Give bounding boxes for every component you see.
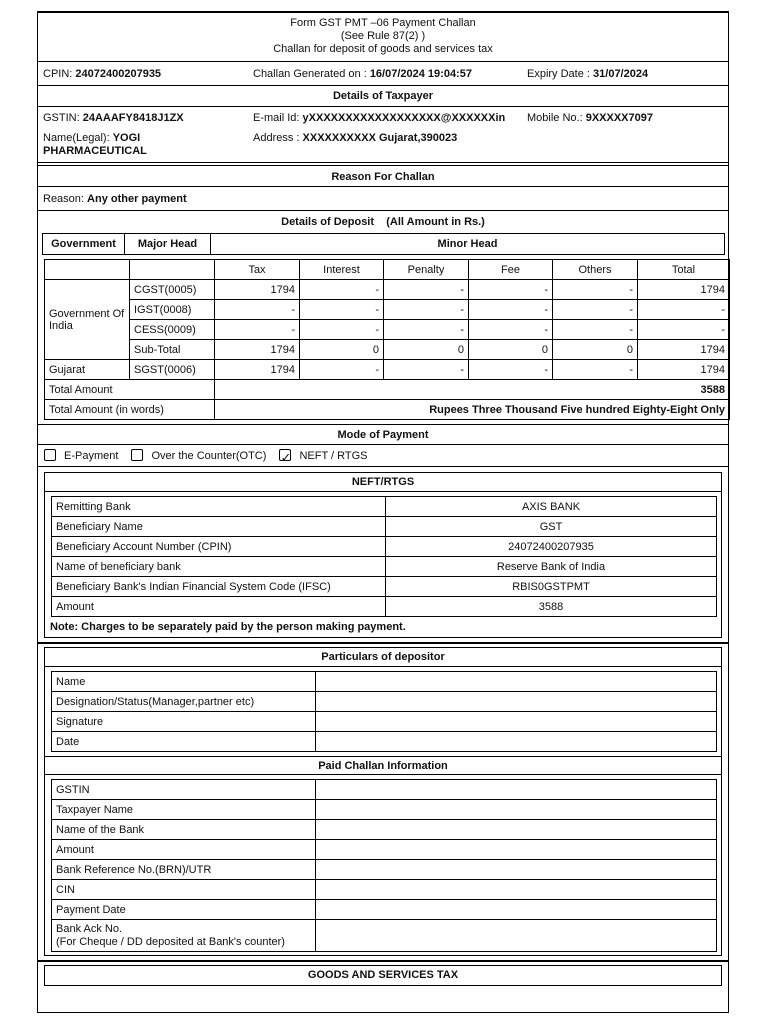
paid-table	[51, 779, 717, 952]
paid-section-title: Paid Challan Information	[45, 756, 721, 775]
neft-value-cell: GST	[386, 517, 717, 537]
amount-cell: 1794	[638, 360, 730, 380]
table-row	[52, 557, 717, 577]
amount-cell: -	[300, 320, 384, 340]
amount-cell: -	[638, 300, 730, 320]
depositor-table	[51, 671, 717, 752]
reason-section-title: Reason For Challan	[38, 165, 728, 187]
amount-cell: -	[384, 300, 469, 320]
col-interest: Interest	[300, 260, 384, 280]
paid-label-cell: Payment Date	[52, 900, 316, 920]
table-row	[52, 880, 717, 900]
words-value: Rupees Three Thousand Five hundred Eighty-Eight Only	[215, 400, 730, 420]
neft-value-cell: Reserve Bank of India	[386, 557, 717, 577]
neft-label-cell: Beneficiary Bank's Indian Financial System Code (IFSC)	[52, 577, 386, 597]
neft-section	[44, 472, 722, 638]
paid-input-cell[interactable]	[316, 880, 717, 900]
email-label: E-mail Id:	[253, 112, 300, 124]
head-major: Major Head	[125, 234, 211, 255]
amount-cell: -	[300, 300, 384, 320]
table-row	[52, 800, 717, 820]
table-row	[52, 537, 717, 557]
paid-input-cell[interactable]	[316, 900, 717, 920]
col-others: Others	[553, 260, 638, 280]
amount-cell: -	[300, 280, 384, 300]
table-row	[52, 672, 717, 692]
col-penalty: Penalty	[384, 260, 469, 280]
mobile-label: Mobile No.:	[527, 112, 583, 124]
neft-value-cell: RBIS0GSTPMT	[386, 577, 717, 597]
paid-label-cell: Amount	[52, 840, 316, 860]
neft-label-cell: Beneficiary Account Number (CPIN)	[52, 537, 386, 557]
col-fee: Fee	[469, 260, 553, 280]
depositor-input-cell[interactable]	[316, 732, 717, 752]
amount-cell: -	[469, 300, 553, 320]
neft-value-cell: 3588	[386, 597, 717, 617]
gov-india-cell: Government Of India	[45, 280, 130, 360]
amount-cell: -	[553, 360, 638, 380]
epayment-label: E-Payment	[64, 450, 119, 462]
depositor-input-cell[interactable]	[316, 712, 717, 732]
mode-section-title: Mode of Payment	[38, 425, 728, 445]
table-row	[52, 860, 717, 880]
email-value: yXXXXXXXXXXXXXXXXXX@XXXXXXin	[302, 112, 506, 124]
expiry-value: 31/07/2024	[593, 67, 649, 80]
taxpayer-details	[38, 107, 728, 163]
bank-ack-label-cell	[52, 920, 316, 952]
total-label: Total Amount	[45, 380, 215, 400]
words-row	[45, 400, 730, 420]
mobile-value: 9XXXXX7097	[585, 112, 653, 124]
paid-input-cell[interactable]	[316, 800, 717, 820]
major-head-cell: CGST(0005)	[130, 280, 215, 300]
table-row	[52, 820, 717, 840]
depositor-section	[44, 647, 722, 956]
head-minor: Minor Head	[211, 234, 725, 255]
table-row	[52, 712, 717, 732]
paid-label-cell: Name of the Bank	[52, 820, 316, 840]
otc-checkbox[interactable]	[131, 449, 143, 461]
gstin-label: GSTIN:	[43, 112, 80, 124]
paid-input-cell[interactable]	[316, 920, 717, 952]
amount-cell: -	[215, 320, 300, 340]
table-row	[45, 320, 730, 340]
paid-input-cell[interactable]	[316, 840, 717, 860]
neft-checkbox[interactable]	[279, 449, 291, 461]
neft-note: Note: Charges to be separately paid by the person making payment.	[50, 621, 406, 633]
table-row	[45, 280, 730, 300]
generated-value: 16/07/2024 19:04:57	[369, 67, 472, 80]
cpin-row	[38, 62, 728, 86]
table-row	[52, 517, 717, 537]
payment-mode-options	[38, 445, 728, 467]
expiry-label: Expiry Date :	[527, 67, 590, 80]
neft-label-cell: Beneficiary Name	[52, 517, 386, 537]
bank-ack-line1: Bank Ack No.	[56, 922, 123, 935]
form-rule: (See Rule 87(2) )	[340, 30, 426, 42]
neft-table	[51, 496, 717, 617]
depositor-label-cell: Name	[52, 672, 316, 692]
total-row	[45, 380, 730, 400]
amount-cell: 1794	[638, 280, 730, 300]
form-subtitle: Challan for deposit of goods and services tax	[273, 43, 493, 55]
name-value-line2: PHARMACEUTICAL	[43, 145, 147, 157]
table-row	[52, 920, 717, 952]
deposit-note: (All Amount in Rs.)	[386, 216, 485, 228]
paid-label-cell: GSTIN	[52, 780, 316, 800]
table-row	[52, 900, 717, 920]
amount-cell: 0	[469, 340, 553, 360]
form-title: Form GST PMT –06 Payment Challan	[290, 17, 476, 29]
table-row	[45, 300, 730, 320]
words-label: Total Amount (in words)	[45, 400, 215, 420]
neft-value-cell: AXIS BANK	[386, 497, 717, 517]
depositor-label-cell: Signature	[52, 712, 316, 732]
neft-label-cell: Amount	[52, 597, 386, 617]
major-head-cell: Sub-Total	[130, 340, 215, 360]
generated-label: Challan Generated on :	[253, 67, 367, 80]
neft-label-cell: Remitting Bank	[52, 497, 386, 517]
table-row	[52, 497, 717, 517]
taxpayer-section-title: Details of Taxpayer	[38, 86, 728, 107]
amount-cell: -	[553, 280, 638, 300]
table-row	[45, 340, 730, 360]
amount-cell: -	[384, 320, 469, 340]
cpin-value: 24072400207935	[75, 67, 162, 80]
table-row	[52, 840, 717, 860]
form-header	[38, 13, 728, 62]
table-row	[52, 577, 717, 597]
footer-title: GOODS AND SERVICES TAX	[44, 965, 722, 986]
reason-label: Reason:	[43, 192, 84, 205]
neft-section-title: NEFT/RTGS	[45, 473, 721, 492]
deposit-title: Details of Deposit	[281, 216, 375, 228]
amount-cell: 0	[553, 340, 638, 360]
name-label: Name(Legal):	[43, 132, 110, 144]
depositor-input-cell[interactable]	[316, 672, 717, 692]
deposit-head-table	[42, 233, 725, 255]
amount-cell: -	[553, 320, 638, 340]
table-row	[52, 597, 717, 617]
amount-cell: 1794	[215, 360, 300, 380]
amount-cell: 1794	[638, 340, 730, 360]
depositor-section-title: Particulars of depositor	[45, 648, 721, 667]
table-row	[45, 360, 730, 380]
amount-cell: -	[638, 320, 730, 340]
neft-label: NEFT / RTGS	[299, 450, 368, 462]
amount-cell: -	[384, 280, 469, 300]
amount-cell: 1794	[215, 340, 300, 360]
depositor-label-cell: Date	[52, 732, 316, 752]
deposit-table	[44, 259, 730, 420]
amount-cell: -	[469, 360, 553, 380]
challan-page	[37, 11, 729, 1013]
reason-value: Any other payment	[87, 192, 187, 205]
table-row	[52, 692, 717, 712]
depositor-input-cell[interactable]	[316, 692, 717, 712]
paid-label-cell: Bank Reference No.(BRN)/UTR	[52, 860, 316, 880]
paid-label-cell: CIN	[52, 880, 316, 900]
amount-cell: -	[469, 280, 553, 300]
depositor-label-cell: Designation/Status(Manager,partner etc)	[52, 692, 316, 712]
otc-label: Over the Counter(OTC)	[151, 450, 267, 462]
deposit-section-title	[38, 211, 728, 233]
address-label: Address :	[253, 132, 300, 144]
amount-cell: 0	[384, 340, 469, 360]
col-tax: Tax	[215, 260, 300, 280]
epayment-checkbox[interactable]	[44, 449, 56, 461]
col-total: Total	[638, 260, 730, 280]
major-head-cell: IGST(0008)	[130, 300, 215, 320]
major-head-cell: CESS(0009)	[130, 320, 215, 340]
neft-value-cell: 24072400207935	[386, 537, 717, 557]
table-row	[52, 732, 717, 752]
paid-input-cell[interactable]	[316, 820, 717, 840]
amount-cell: -	[215, 300, 300, 320]
cpin-label: CPIN:	[43, 67, 73, 80]
neft-label-cell: Name of beneficiary bank	[52, 557, 386, 577]
paid-input-cell[interactable]	[316, 780, 717, 800]
paid-input-cell[interactable]	[316, 860, 717, 880]
reason-row	[38, 187, 728, 211]
amount-cell: -	[300, 360, 384, 380]
amount-cell: 1794	[215, 280, 300, 300]
name-value-line1: YOGI	[112, 132, 141, 144]
head-government: Government	[43, 234, 125, 255]
amount-cell: -	[469, 320, 553, 340]
paid-label-cell: Taxpayer Name	[52, 800, 316, 820]
gov-gujarat-cell: Gujarat	[45, 360, 130, 380]
amount-cell: 0	[300, 340, 384, 360]
amount-cell: -	[553, 300, 638, 320]
amount-cell: -	[384, 360, 469, 380]
bank-ack-line2: (For Cheque / DD deposited at Bank's counter)	[56, 935, 285, 948]
total-value: 3588	[215, 380, 730, 400]
gstin-value: 24AAAFY8418J1ZX	[82, 112, 184, 124]
address-value: XXXXXXXXXX Gujarat,390023	[302, 132, 458, 144]
major-head-cell: SGST(0006)	[130, 360, 215, 380]
table-row	[52, 780, 717, 800]
